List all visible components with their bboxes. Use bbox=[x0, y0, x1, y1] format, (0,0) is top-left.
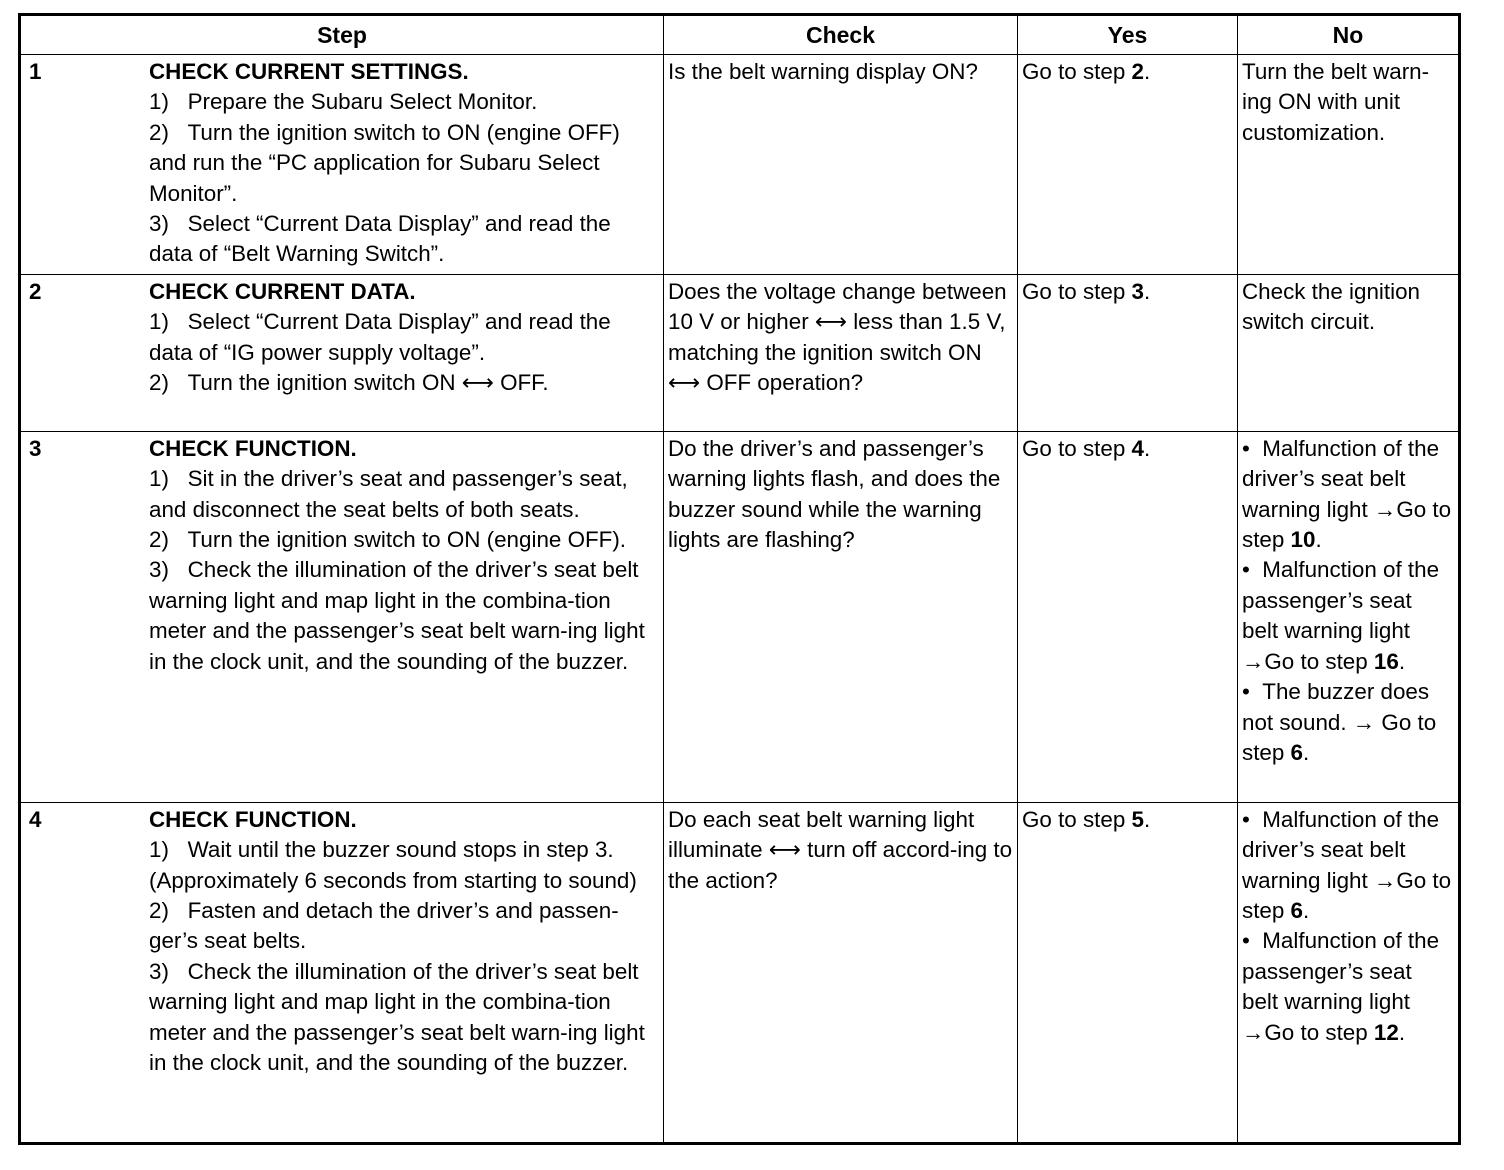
step-instruction: 2) Turn the ignition switch to ON (engine OFF). bbox=[149, 527, 627, 553]
yes-text: Go to step bbox=[1022, 59, 1132, 84]
no-step-number: 10 bbox=[1290, 527, 1316, 553]
no-cell bbox=[1238, 431, 1460, 802]
yes-step-number: 5 bbox=[1131, 806, 1144, 832]
step-instruction: 1) Select “Current Data Display” and read the data of “IG power supply voltage”. bbox=[149, 309, 611, 365]
step-instruction: 1) Wait until the buzzer sound stops in step 3. (Approximately 6 seconds from starting to sound) bbox=[149, 837, 637, 893]
step-cell bbox=[20, 274, 664, 431]
step-instruction: 3) Check the illumination of the driver’s seat belt warning light and map light in the combina-tion meter and the passenger’s seat belt warn-ing light in the clock unit, and the sounding of the buzzer. bbox=[149, 958, 645, 1076]
yes-cell bbox=[1018, 274, 1238, 431]
check-cell bbox=[664, 802, 1018, 1143]
step-number: 1 bbox=[29, 59, 42, 84]
header-step: Step bbox=[20, 15, 664, 55]
check-text: Do each seat belt warning light illuminate ⟷ turn off accord-ing to the action? bbox=[668, 806, 1013, 893]
step-instruction: 2) Turn the ignition switch ON ⟷ OFF. bbox=[149, 370, 549, 396]
no-bullet-item: • Malfunction of the passenger’s seat belt warning light →Go to step 16. bbox=[1242, 557, 1440, 674]
table-row bbox=[20, 274, 1460, 431]
no-step-number: 12 bbox=[1373, 1019, 1399, 1045]
step-instruction: 1) Sit in the driver’s seat and passenger’s seat, and disconnect the seat belts of both seats. bbox=[149, 466, 628, 522]
header-row bbox=[20, 15, 1460, 55]
no-cell bbox=[1238, 274, 1460, 431]
header-no: No bbox=[1238, 15, 1460, 55]
yes-suffix: . bbox=[1143, 278, 1151, 304]
step-number: 3 bbox=[29, 435, 42, 461]
no-bullet-item: • The buzzer does not sound. → Go to step 6. bbox=[1242, 679, 1437, 765]
yes-step-number: 2 bbox=[1131, 59, 1144, 84]
yes-suffix: . bbox=[1143, 435, 1151, 461]
header-check: Check bbox=[664, 15, 1018, 55]
step-title: CHECK FUNCTION. bbox=[149, 435, 357, 461]
yes-step-number: 4 bbox=[1131, 435, 1144, 461]
step-number: 2 bbox=[29, 278, 42, 304]
yes-text: Go to step bbox=[1022, 806, 1132, 832]
no-step-number: 16 bbox=[1373, 648, 1399, 674]
check-cell bbox=[664, 55, 1018, 275]
no-bullet-item: • Malfunction of the passenger’s seat belt warning light →Go to step 12. bbox=[1242, 928, 1440, 1045]
yes-cell bbox=[1018, 431, 1238, 802]
step-title: CHECK FUNCTION. bbox=[149, 806, 357, 832]
no-text: Check the ignition switch circuit. bbox=[1242, 278, 1420, 335]
step-cell bbox=[20, 55, 664, 275]
no-cell bbox=[1238, 802, 1460, 1143]
table-row bbox=[20, 802, 1460, 1143]
step-cell bbox=[20, 431, 664, 802]
step-title: CHECK CURRENT SETTINGS. bbox=[149, 59, 469, 84]
check-text: Does the voltage change between 10 V or higher ⟷ less than 1.5 V, matching the ignition switch ON ⟷ OFF operation? bbox=[668, 278, 1007, 396]
step-title: CHECK CURRENT DATA. bbox=[149, 278, 416, 304]
header-yes: Yes bbox=[1018, 15, 1238, 55]
step-cell bbox=[20, 802, 664, 1143]
yes-suffix: . bbox=[1143, 59, 1151, 84]
check-cell bbox=[664, 431, 1018, 802]
no-bullet-item: • Malfunction of the driver’s seat belt warning light →Go to step 6. bbox=[1242, 806, 1452, 924]
check-cell bbox=[664, 274, 1018, 431]
no-text: Turn the belt warn-ing ON with unit customization. bbox=[1242, 59, 1430, 145]
yes-text: Go to step bbox=[1022, 435, 1132, 461]
check-text: Do the driver’s and passenger’s warning lights flash, and does the buzzer sound while the warning lights are flashing? bbox=[668, 435, 1001, 553]
step-number: 4 bbox=[29, 806, 42, 832]
no-bullet-item: • Malfunction of the driver’s seat belt warning light →Go to step 10. bbox=[1242, 435, 1452, 553]
no-cell bbox=[1238, 55, 1460, 275]
table-row bbox=[20, 55, 1460, 275]
step-instruction: 2) Fasten and detach the driver’s and passen-ger’s seat belts. bbox=[149, 898, 619, 954]
yes-cell bbox=[1018, 802, 1238, 1143]
no-step-number: 6 bbox=[1290, 739, 1303, 765]
step-instruction: 3) Check the illumination of the driver’s seat belt warning light and map light in the combina-tion meter and the passenger’s seat belt warn-ing light in the clock unit, and the sounding of the buzzer. bbox=[149, 557, 645, 674]
yes-cell bbox=[1018, 55, 1238, 275]
yes-suffix: . bbox=[1143, 806, 1151, 832]
no-step-number: 6 bbox=[1290, 898, 1303, 924]
step-instruction: 3) Select “Current Data Display” and read the data of “Belt Warning Switch”. bbox=[149, 211, 611, 267]
table-row bbox=[20, 431, 1460, 802]
yes-step-number: 3 bbox=[1131, 278, 1144, 304]
step-instruction: 1) Prepare the Subaru Select Monitor. bbox=[149, 89, 538, 115]
check-text: Is the belt warning display ON? bbox=[668, 59, 978, 84]
step-instruction: 2) Turn the ignition switch to ON (engine OFF) and run the “PC application for Subaru Select Monitor”. bbox=[149, 119, 620, 206]
yes-text: Go to step bbox=[1022, 278, 1132, 304]
diagnostic-table bbox=[18, 13, 1461, 1145]
